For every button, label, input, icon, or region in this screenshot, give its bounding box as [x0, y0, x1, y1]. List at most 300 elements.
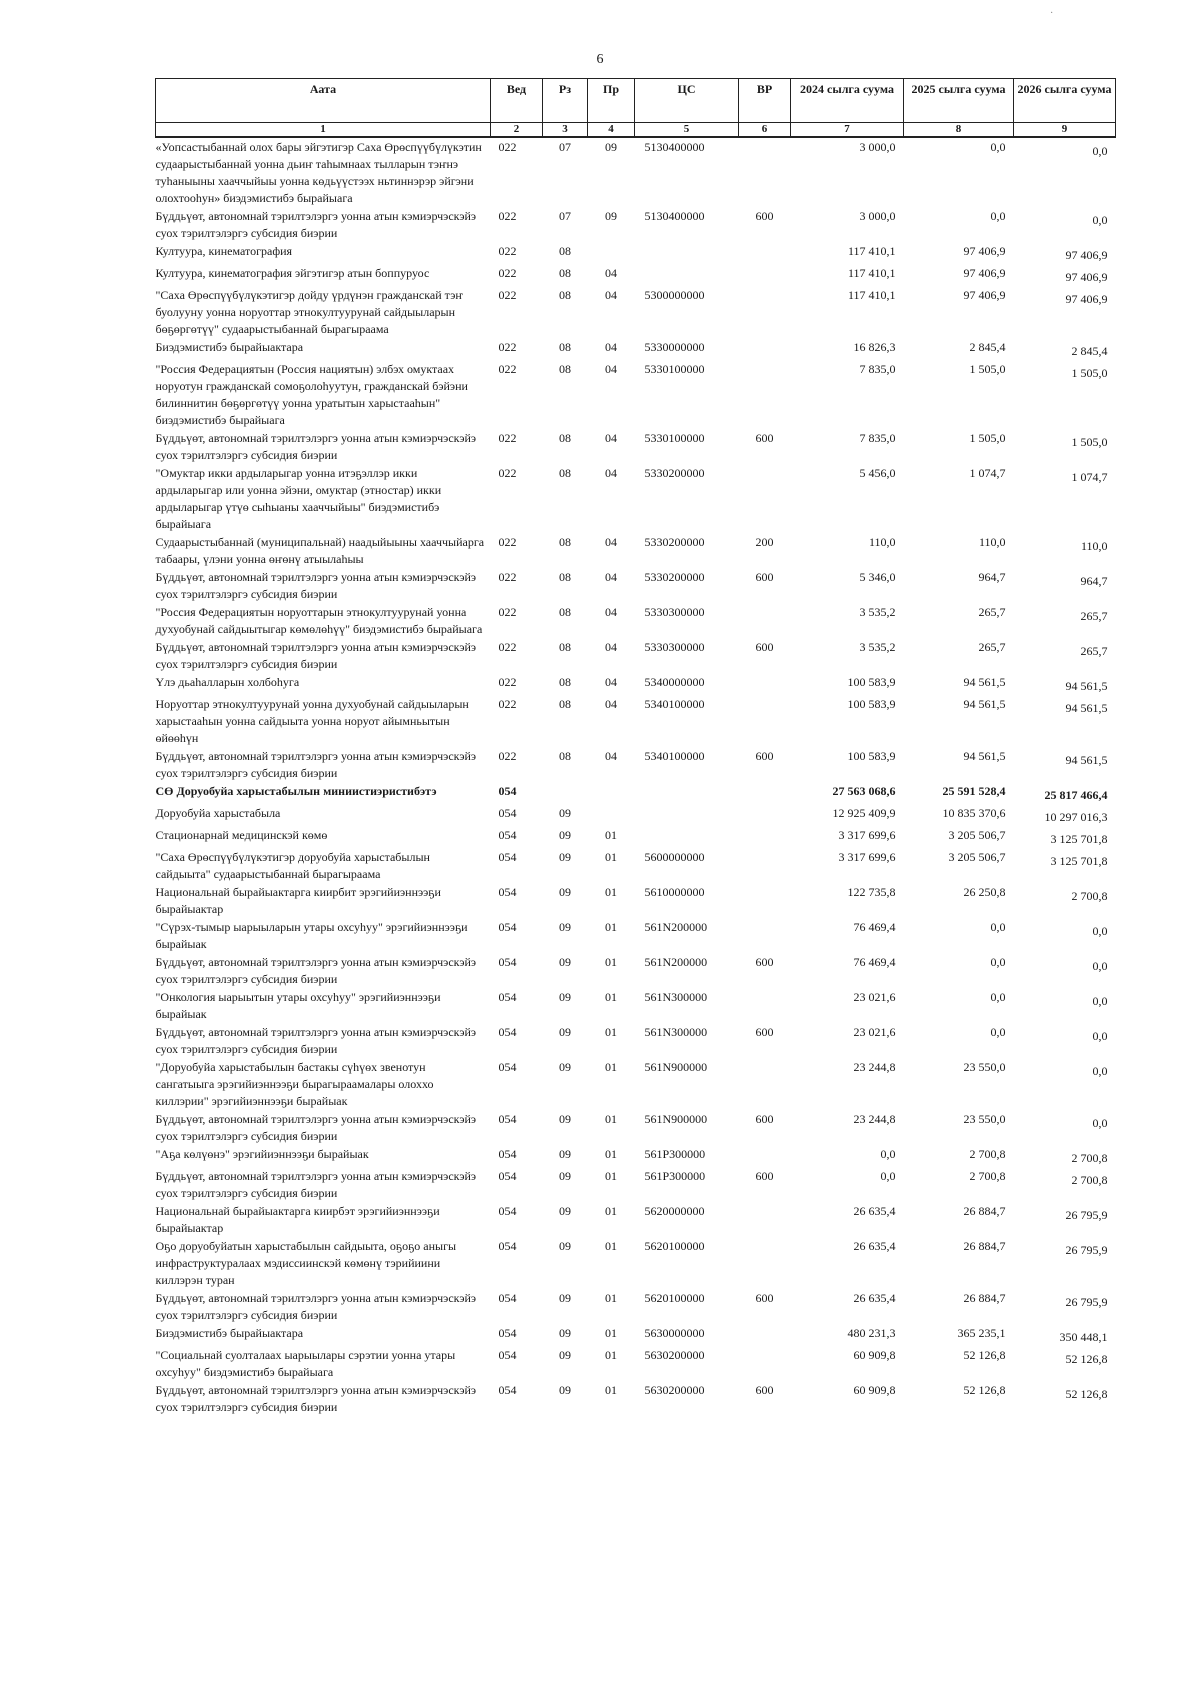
row-2024: 23 244,8: [853, 1060, 896, 1074]
row-2026: 52 126,8: [1065, 1387, 1108, 1401]
row-2025: 0,0: [990, 1025, 1006, 1039]
row-2025: 23 550,0: [963, 1060, 1006, 1074]
row-cs: 5330100000: [644, 362, 705, 376]
row-2025: 26 884,7: [963, 1291, 1006, 1305]
row-pr: 04: [605, 535, 617, 549]
row-2026: 0,0: [1092, 1029, 1108, 1043]
row-rz: 08: [559, 570, 571, 584]
row-2026: 25 817 466,4: [1044, 788, 1108, 802]
row-2026: 265,7: [1080, 609, 1108, 623]
row-2024: 16 826,3: [853, 340, 896, 354]
row-rz: 09: [559, 1025, 571, 1039]
row-name: Национальнай бырайыактарга киирбэт эрэгийиэннээҕи бырайыактар: [155, 1204, 440, 1235]
row-name: "Саха Өрөспүүбүлүкэтигэр доруобуйа харыстабылын сайдыыта" судаарыстыбаннай бырагыраама: [155, 850, 430, 881]
table-row: [156, 1167, 1116, 1202]
row-pr: 01: [605, 1147, 617, 1161]
row-name: «Уопсастыбаннай олох бары эйгэтигэр Саха Өрөспүүбүлүкэтин судаарыстыбаннай уонна дьиҥ таһымнаах тылларын тэҥнэ туһаныыны хааччыйыы уонна көдьүүстээх ньтиннэрэр эйгэни олохтооһун» биэдэмистибэ бырайыага: [155, 140, 482, 205]
row-2024: 26 635,4: [853, 1239, 896, 1253]
row-2024: 100 583,9: [847, 697, 896, 711]
row-rz: 09: [559, 885, 571, 899]
budget-table: [155, 78, 1116, 1416]
row-name: Бүддьүөт, автономнай тэрилтэлэргэ уонна атын кэмиэрчэскэйэ суох тэрилтэлэргэ субсидия биэрии: [155, 1383, 477, 1414]
row-vr: [739, 673, 791, 695]
row-ved: 054: [498, 920, 517, 934]
row-2026: 0,0: [1092, 213, 1108, 227]
row-2024: 110,0: [868, 535, 896, 549]
row-vr: [739, 1237, 791, 1289]
row-cs: 5620100000: [644, 1291, 705, 1305]
row-ved: 054: [498, 828, 517, 842]
row-ved: 022: [498, 209, 517, 223]
row-2024: 7 835,0: [859, 431, 896, 445]
row-cs: 5620100000: [644, 1239, 705, 1253]
row-ved: 054: [498, 1112, 517, 1126]
row-2025: 97 406,9: [963, 266, 1006, 280]
table-row: [156, 1110, 1116, 1145]
row-name: "Сүрэх-тымыр ыарыыларын утары охсуһуу" эрэгийиэннээҕи бырайыак: [155, 920, 468, 951]
row-ved: 022: [498, 266, 517, 280]
row-cs: 5610000000: [644, 885, 705, 899]
row-rz: 09: [559, 990, 571, 1004]
row-vr: 600: [755, 1291, 774, 1305]
row-name: Бүддьүөт, автономнай тэрилтэлэргэ уонна атын кэмиэрчэскэйэ суох тэрилтэлэргэ субсидия биэрии: [155, 1112, 477, 1143]
row-2026: 265,7: [1080, 644, 1108, 658]
row-ved: 054: [498, 1383, 517, 1397]
row-name: Бүддьүөт, автономнай тэрилтэлэргэ уонна атын кэмиэрчэскэйэ суох тэрилтэлэргэ субсидия биэрии: [155, 570, 477, 601]
table-header: [156, 79, 1116, 138]
table-row: [156, 429, 1116, 464]
row-ved: 022: [498, 288, 517, 302]
row-2025: 94 561,5: [963, 749, 1006, 763]
row-ved: 022: [498, 605, 517, 619]
row-2024: 3 317 699,6: [838, 828, 896, 842]
row-ved: 022: [498, 244, 517, 258]
row-2025: 26 884,7: [963, 1239, 1006, 1253]
row-rz: 09: [559, 1383, 571, 1397]
row-2025: 52 126,8: [963, 1383, 1006, 1397]
table-row: [156, 695, 1116, 747]
row-name: "Россия Федерациятын (Россия нациятын) элбэх омуктаах норуотун гражданскай сомоҕолоһуутун, гражданскай бэйэни билиннитин бөҕөргөтүү уонна уратытын харыстааһын" биэдэмистибэ бырайыага: [155, 362, 468, 427]
row-rz: 09: [559, 806, 571, 820]
row-vr: 600: [755, 955, 774, 969]
row-rz: 08: [559, 266, 571, 280]
row-rz: 08: [559, 675, 571, 689]
row-pr: 01: [605, 920, 617, 934]
row-2025: 110,0: [978, 535, 1006, 549]
row-2024: 76 469,4: [853, 920, 896, 934]
row-vr: [739, 1324, 791, 1346]
table-row: [156, 1324, 1116, 1346]
row-cs: 5330300000: [644, 605, 705, 619]
row-pr: 01: [605, 990, 617, 1004]
row-name: СӨ Доруобуйа харыстабылын миниистиэристибэтэ: [155, 784, 437, 798]
row-pr: 01: [605, 828, 617, 842]
row-name: Бүддьүөт, автономнай тэрилтэлэргэ уонна атын кэмиэрчэскэйэ суох тэрилтэлэргэ субсидия биэрии: [155, 1169, 477, 1200]
row-vr: [739, 782, 791, 804]
row-ved: 054: [498, 1204, 517, 1218]
row-vr: [739, 883, 791, 918]
row-rz: 09: [559, 1326, 571, 1340]
table-row: [156, 673, 1116, 695]
row-ved: 054: [498, 1025, 517, 1039]
row-cs: 5630200000: [644, 1348, 705, 1362]
row-cs: 561N200000: [644, 955, 708, 969]
row-pr: 01: [605, 1326, 617, 1340]
row-vr: [739, 603, 791, 638]
row-pr: 04: [605, 431, 617, 445]
header-name: Аата: [156, 79, 491, 123]
row-rz: 07: [559, 140, 571, 154]
row-ved: 022: [498, 749, 517, 763]
row-2026: 52 126,8: [1065, 1352, 1108, 1366]
row-vr: 600: [755, 431, 774, 445]
row-2026: 10 297 016,3: [1044, 810, 1108, 824]
row-rz: 09: [559, 920, 571, 934]
row-vr: [739, 1346, 791, 1381]
row-2024: 100 583,9: [847, 749, 896, 763]
row-2026: 3 125 701,8: [1050, 832, 1108, 846]
row-2024: 3 535,2: [859, 605, 896, 619]
row-2026: 2 845,4: [1071, 344, 1108, 358]
row-pr: 04: [605, 466, 617, 480]
row-vr: 600: [755, 1112, 774, 1126]
header-cs: ЦС: [635, 79, 739, 123]
row-2024: 60 909,8: [853, 1348, 896, 1362]
table-row: [156, 826, 1116, 848]
row-2025: 10 835 370,6: [942, 806, 1006, 820]
row-pr: 04: [605, 749, 617, 763]
row-pr: 01: [605, 1025, 617, 1039]
table-row: [156, 883, 1116, 918]
table-row: [156, 1346, 1116, 1381]
row-2025: 1 505,0: [969, 431, 1006, 445]
row-cs: [635, 242, 739, 264]
table-body: [156, 137, 1116, 1416]
table-row: [156, 988, 1116, 1023]
row-pr: 01: [605, 955, 617, 969]
row-ved: 022: [498, 697, 517, 711]
row-rz: 09: [559, 1291, 571, 1305]
header-2024: 2024 сылга суума: [791, 79, 904, 123]
row-2025: 0,0: [990, 140, 1006, 154]
row-name: Доруобуйа харыстабыла: [155, 806, 281, 820]
table-row: [156, 360, 1116, 429]
row-pr: 04: [605, 362, 617, 376]
row-rz: 08: [559, 605, 571, 619]
row-2024: 23 244,8: [853, 1112, 896, 1126]
row-cs: [635, 264, 739, 286]
row-ved: 022: [498, 535, 517, 549]
row-2026: 0,0: [1092, 959, 1108, 973]
row-ved: 054: [498, 990, 517, 1004]
row-cs: 5300000000: [644, 288, 705, 302]
row-vr: 600: [755, 640, 774, 654]
row-cs: [635, 804, 739, 826]
row-vr: 600: [755, 570, 774, 584]
row-vr: 600: [755, 1383, 774, 1397]
header-rz: Рз: [543, 79, 588, 123]
row-name: Бүддьүөт, автономнай тэрилтэлэргэ уонна атын кэмиэрчэскэйэ суох тэрилтэлэргэ субсидия биэрии: [155, 431, 477, 462]
row-vr: [739, 848, 791, 883]
row-vr: [739, 338, 791, 360]
row-ved: 054: [498, 850, 517, 864]
row-2026: 0,0: [1092, 1116, 1108, 1130]
row-cs: 5330200000: [644, 466, 705, 480]
header-index-4: 4: [588, 123, 635, 138]
row-2024: 3 317 699,6: [838, 850, 896, 864]
row-rz: 09: [559, 1348, 571, 1362]
row-2024: 23 021,6: [853, 1025, 896, 1039]
row-pr: 09: [605, 209, 617, 223]
row-ved: 054: [498, 806, 517, 820]
row-2026: 3 125 701,8: [1050, 854, 1108, 868]
table-row: [156, 286, 1116, 338]
row-rz: 09: [559, 828, 571, 842]
row-pr: 01: [605, 1060, 617, 1074]
row-2025: 2 700,8: [969, 1169, 1006, 1183]
row-rz: 09: [559, 1147, 571, 1161]
row-2025: 365 235,1: [957, 1326, 1006, 1340]
row-2024: 3 535,2: [859, 640, 896, 654]
row-2026: 1 505,0: [1071, 435, 1108, 449]
row-rz: 09: [559, 955, 571, 969]
row-2024: 0,0: [880, 1147, 896, 1161]
row-2025: 2 845,4: [969, 340, 1006, 354]
row-cs: 561P300000: [644, 1147, 706, 1161]
row-2024: 7 835,0: [859, 362, 896, 376]
header-vr: ВР: [739, 79, 791, 123]
row-pr: 01: [605, 1383, 617, 1397]
row-vr: [739, 918, 791, 953]
row-pr: 01: [605, 1239, 617, 1253]
row-cs: 5340000000: [644, 675, 705, 689]
row-pr: 01: [605, 850, 617, 864]
row-name: "Онкология ыарыытын утары охсуһуу" эрэгийиэннээҕи бырайыак: [155, 990, 441, 1021]
row-cs: 5340100000: [644, 749, 705, 763]
row-ved: 054: [498, 955, 517, 969]
row-vr: [739, 1145, 791, 1167]
header-index-3: 3: [543, 123, 588, 138]
row-name: Бүддьүөт, автономнай тэрилтэлэргэ уонна атын кэмиэрчэскэйэ суох тэрилтэлэргэ субсидия биэрии: [155, 209, 477, 240]
row-cs: [635, 782, 739, 804]
table-row: [156, 533, 1116, 568]
row-pr: [588, 782, 635, 804]
page-number: 6: [596, 52, 604, 67]
row-pr: 01: [605, 1348, 617, 1362]
row-2026: 97 406,9: [1065, 248, 1108, 262]
table-row: [156, 464, 1116, 533]
row-2026: 97 406,9: [1065, 292, 1108, 306]
row-2024: 122 735,8: [847, 885, 896, 899]
row-2026: 26 795,9: [1065, 1208, 1108, 1222]
row-name: Судаарыстыбаннай (муниципальнай) наадыйыыны хааччыйарга табаары, үлэни уонна өҥөнү атыылаһыы: [155, 535, 485, 566]
table-row: [156, 1202, 1116, 1237]
row-name: "Россия Федерациятын норуоттарын этнокултуурунай уонна духуобунай сайдыытыгар көмөлөһүү" биэдэмистибэ бырайыага: [155, 605, 483, 636]
row-pr: 01: [605, 1291, 617, 1305]
row-2024: 26 635,4: [853, 1204, 896, 1218]
row-ved: 054: [498, 1326, 517, 1340]
row-vr: [739, 264, 791, 286]
row-pr: 04: [605, 340, 617, 354]
row-2025: 0,0: [990, 209, 1006, 223]
row-pr: 04: [605, 570, 617, 584]
row-vr: [739, 286, 791, 338]
table-row: [156, 207, 1116, 242]
row-vr: [739, 1058, 791, 1110]
table-row: [156, 264, 1116, 286]
row-rz: 07: [559, 209, 571, 223]
table-row: [156, 782, 1116, 804]
table-row: [156, 603, 1116, 638]
row-cs: 5330000000: [644, 340, 705, 354]
row-pr: 04: [605, 640, 617, 654]
row-2024: 5 456,0: [859, 466, 896, 480]
table-row: [156, 1289, 1116, 1324]
row-2026: 2 700,8: [1071, 1173, 1108, 1187]
row-pr: 04: [605, 675, 617, 689]
row-ved: 022: [498, 431, 517, 445]
row-2025: 26 884,7: [963, 1204, 1006, 1218]
row-2025: 1 505,0: [969, 362, 1006, 376]
row-name: Үлэ дьаһалларын холбоһуга: [155, 675, 300, 689]
row-pr: 01: [605, 1112, 617, 1126]
row-name: Култуура, кинематография эйгэтигэр атын боппуруос: [155, 266, 430, 280]
header-index-7: 7: [791, 123, 904, 138]
row-vr: [739, 1202, 791, 1237]
row-ved: 022: [498, 570, 517, 584]
row-ved: 054: [498, 1239, 517, 1253]
row-2025: 23 550,0: [963, 1112, 1006, 1126]
row-name: Стационарнай медицинскэй көмө: [155, 828, 328, 842]
row-pr: 04: [605, 266, 617, 280]
row-name: "Доруобуйа харыстабылын бастакы сүһүөх звенотун сангатыыга эрэгийиэннээҕи бырагыраамалары олоххо киллэрии" эрэгийиэннээҕи бырайыак: [155, 1060, 434, 1108]
row-2026: 1 505,0: [1071, 366, 1108, 380]
row-name: Бүддьүөт, автономнай тэрилтэлэргэ уонна атын кэмиэрчэскэйэ суох тэрилтэлэргэ субсидия биэрии: [155, 749, 477, 780]
row-name: "Омуктар икки ардыларыгар уонна итэҕэллэр икки ардыларыгар или уонна эйэни, омуктар (этностар) икки ардыларыгар үтүө сыһыаны хааччыйыы" биэдэмистибэ бырайыага: [155, 466, 442, 531]
header-2026: 2026 сылга суума: [1014, 79, 1116, 123]
row-ved: 022: [498, 466, 517, 480]
row-2024: 117 410,1: [847, 288, 896, 302]
row-pr: [588, 242, 635, 264]
row-cs: 561P300000: [644, 1169, 706, 1183]
row-cs: 5130400000: [644, 140, 705, 154]
row-2025: 1 074,7: [969, 466, 1006, 480]
header-index-5: 5: [635, 123, 739, 138]
row-2026: 94 561,5: [1065, 753, 1108, 767]
row-2024: 60 909,8: [853, 1383, 896, 1397]
row-ved: 054: [498, 1060, 517, 1074]
row-rz: 08: [559, 431, 571, 445]
row-2026: 110,0: [1080, 539, 1108, 553]
row-name: "Аҕа көлүөнэ" эрэгийиэннээҕи бырайыак: [155, 1147, 369, 1161]
row-vr: [739, 826, 791, 848]
row-name: "Саха Өрөспүүбүлүкэтигэр дойду үрдүнэн гражданскай тэҥ буолууну уонна норуоттар этнокултуурунай сайдыыларын бөҕөргөтүү" судаарыстыбаннай бырагыраама: [155, 288, 463, 336]
row-ved: 054: [498, 1169, 517, 1183]
header-index-2: 2: [491, 123, 543, 138]
header-2025: 2025 сылга суума: [904, 79, 1014, 123]
row-ved: 022: [498, 362, 517, 376]
table-row: [156, 747, 1116, 782]
row-pr: 01: [605, 885, 617, 899]
row-2026: 94 561,5: [1065, 701, 1108, 715]
row-name: Оҕо доруобуйатын харыстабылын сайдыыта, оҕоҕо аныгы инфраструктуралаах мэдиссиинскэй көмөнү тэрийиини киллэрэн туран: [155, 1239, 457, 1287]
row-rz: 08: [559, 749, 571, 763]
row-2026: 26 795,9: [1065, 1243, 1108, 1257]
row-2026: 350 448,1: [1059, 1330, 1108, 1344]
row-2024: 27 563 068,6: [832, 784, 896, 798]
row-ved: 054: [498, 784, 517, 798]
row-name: "Социальнай суолталаах ыарыылары сэрэтии уонна утары охсуһуу" биэдэмистибэ бырайыага: [155, 1348, 456, 1379]
row-2025: 0,0: [990, 955, 1006, 969]
header-index-6: 6: [739, 123, 791, 138]
row-ved: 022: [498, 675, 517, 689]
row-vr: 600: [755, 209, 774, 223]
row-name: Норуоттар этнокултуурунай уонна духуобунай сайдыыларын харыстааһын уонна сайдыыта уонна норуот айымньытын өйөөһүн: [155, 697, 469, 745]
row-name: Национальнай бырайыактарга киирбит эрэгийиэннээҕи бырайыактар: [155, 885, 441, 916]
row-vr: [739, 695, 791, 747]
row-rz: 09: [559, 850, 571, 864]
row-vr: 600: [755, 1025, 774, 1039]
table-row: [156, 1381, 1116, 1416]
table-row: [156, 568, 1116, 603]
row-ved: 054: [498, 1147, 517, 1161]
row-cs: 5330100000: [644, 431, 705, 445]
scan-mark-top-right: ·: [1050, 8, 1054, 19]
row-2025: 2 700,8: [969, 1147, 1006, 1161]
row-vr: [739, 464, 791, 533]
row-rz: 09: [559, 1204, 571, 1218]
row-ved: 022: [498, 340, 517, 354]
row-rz: 09: [559, 1060, 571, 1074]
row-vr: [739, 988, 791, 1023]
row-cs: 5630200000: [644, 1383, 705, 1397]
row-2025: 25 591 528,4: [942, 784, 1006, 798]
row-vr: [739, 242, 791, 264]
row-name: Култуура, кинематография: [155, 244, 293, 258]
row-cs: 5330200000: [644, 570, 705, 584]
table-row: [156, 137, 1116, 207]
table-row: [156, 953, 1116, 988]
row-cs: 5330200000: [644, 535, 705, 549]
row-ved: 054: [498, 1291, 517, 1305]
row-rz: 08: [559, 466, 571, 480]
table-row: [156, 1145, 1116, 1167]
row-vr: [739, 804, 791, 826]
row-2025: 964,7: [978, 570, 1006, 584]
row-2026: 26 795,9: [1065, 1295, 1108, 1309]
header-row: [156, 79, 1116, 123]
row-cs: 561N900000: [644, 1112, 708, 1126]
row-2024: 3 000,0: [859, 209, 896, 223]
row-name: Бүддьүөт, автономнай тэрилтэлэргэ уонна атын кэмиэрчэскэйэ суох тэрилтэлэргэ субсидия биэрии: [155, 1291, 477, 1322]
row-rz: 08: [559, 362, 571, 376]
row-2024: 117 410,1: [847, 244, 896, 258]
row-name: Биэдэмистибэ бырайыактара: [155, 1326, 304, 1340]
row-rz: 09: [559, 1169, 571, 1183]
row-pr: 01: [605, 1204, 617, 1218]
row-pr: 04: [605, 697, 617, 711]
table-row: [156, 1237, 1116, 1289]
row-cs: 5130400000: [644, 209, 705, 223]
row-vr: 600: [755, 749, 774, 763]
row-name: Бүддьүөт, автономнай тэрилтэлэргэ уонна атын кэмиэрчэскэйэ суох тэрилтэлэргэ субсидия биэрии: [155, 955, 477, 986]
row-2024: 0,0: [880, 1169, 896, 1183]
row-2026: 2 700,8: [1071, 889, 1108, 903]
table-row: [156, 1058, 1116, 1110]
row-cs: 561N300000: [644, 990, 708, 1004]
row-pr: 01: [605, 1169, 617, 1183]
table-row: [156, 848, 1116, 883]
